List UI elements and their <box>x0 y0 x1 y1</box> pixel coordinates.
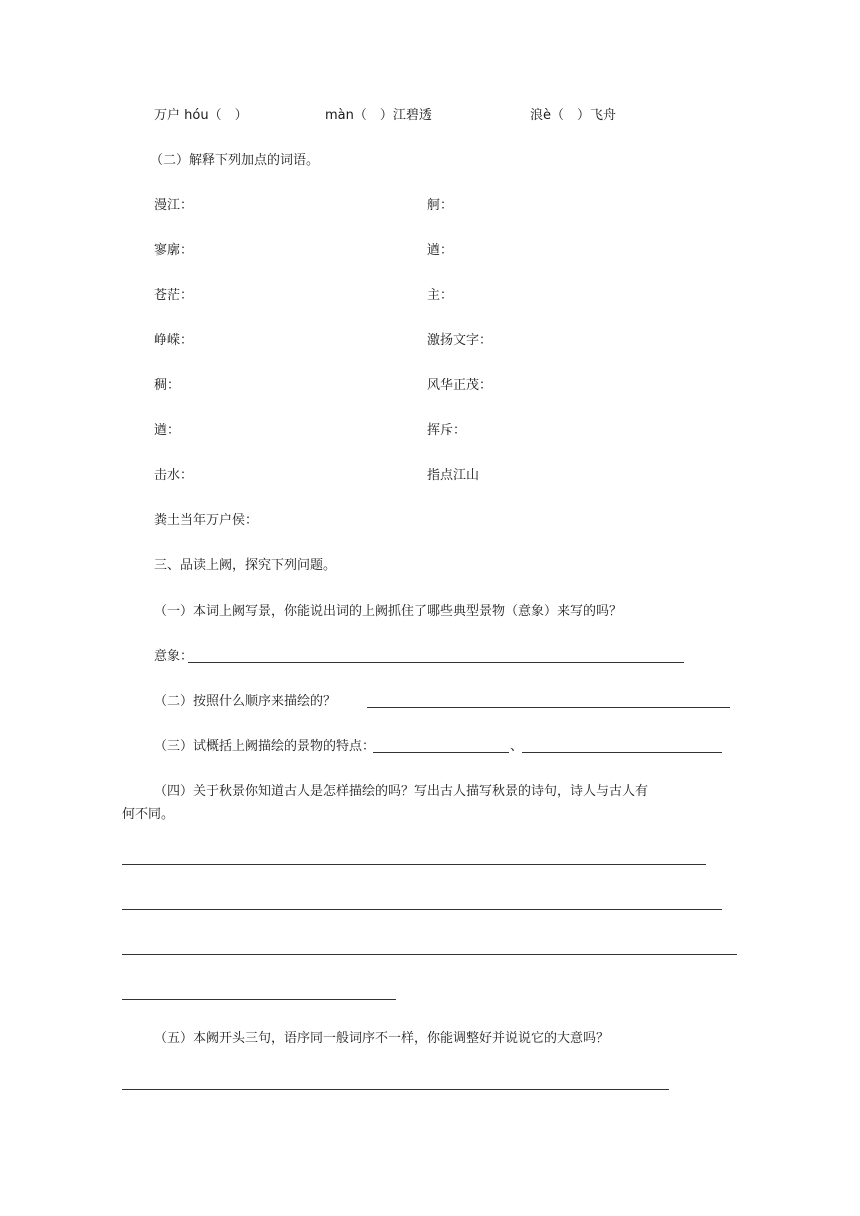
term-left: 漫江： <box>154 198 194 213</box>
q4-answer-line[interactable] <box>122 864 706 865</box>
question-1: （一）本词上阙写景，你能说出词的上阙抓住了哪些典型景物（意象）来写的吗？ <box>154 604 623 619</box>
term-right: 挥斥： <box>427 423 467 438</box>
term-right: 指点江山 <box>427 468 480 483</box>
section3-heading: 三、品读上阙，探究下列问题。 <box>154 558 337 573</box>
term-left: 稠： <box>154 378 181 393</box>
q3-separator: 、 <box>510 739 524 754</box>
q4-answer-line[interactable] <box>122 999 396 1000</box>
term-left: 峥嵘： <box>154 333 194 348</box>
question-5: （五）本阙开头三句，语序同一般词序不一样，你能调整好并说说它的大意吗？ <box>154 1031 610 1046</box>
term-left: 寥廓： <box>154 243 194 258</box>
q1-answer-label: 意象： <box>154 649 194 664</box>
question-3: （三）试概括上阙描绘的景物的特点： <box>154 739 376 754</box>
q4-answer-line[interactable] <box>122 954 737 955</box>
pinyin-item-2: màn（ ）江碧透 <box>325 108 432 123</box>
q5-answer-line[interactable] <box>122 1089 669 1090</box>
pinyin-item-3: 浪è（ ）飞舟 <box>530 108 616 123</box>
question-2: （二）按照什么顺序来描绘的？ <box>154 694 337 709</box>
term-left: 遒： <box>154 423 181 438</box>
term-right: 激扬文字： <box>427 333 493 348</box>
section2-heading: （二）解释下列加点的词语。 <box>150 153 320 168</box>
q1-answer-line[interactable] <box>188 662 684 663</box>
term-right: 风华正茂： <box>427 378 493 393</box>
term-left: 苍茫： <box>154 288 194 303</box>
term-left: 击水： <box>154 468 194 483</box>
q4-answer-line[interactable] <box>122 909 722 910</box>
q2-answer-line[interactable] <box>367 707 730 708</box>
pinyin-item-1: 万户 hóu（ ） <box>154 108 248 123</box>
question-4-line2: 何不同。 <box>122 807 175 822</box>
term-right: 主： <box>427 288 454 303</box>
question-4-line1: （四）关于秋景你知道古人是怎样描绘的吗？写出古人描写秋景的诗句，诗人与古人有 <box>154 784 649 799</box>
term-right: 遒： <box>427 243 454 258</box>
term-last: 粪土当年万户侯： <box>154 513 259 528</box>
q3-answer-line-2[interactable] <box>522 752 722 753</box>
q3-answer-line-1[interactable] <box>373 752 509 753</box>
term-right: 舸： <box>427 198 454 213</box>
